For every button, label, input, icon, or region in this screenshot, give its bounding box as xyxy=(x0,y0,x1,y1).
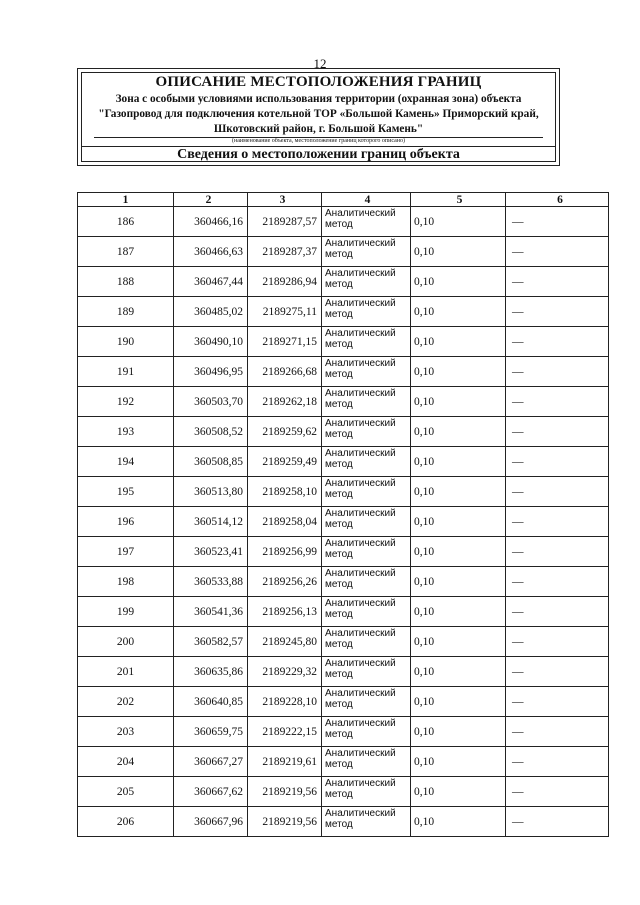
y-coordinate-cell: 2189258,10 xyxy=(248,477,322,507)
y-coordinate-cell: 2189287,37 xyxy=(248,237,322,267)
method-cell: Аналитический метод xyxy=(322,777,411,807)
point-number-cell: 199 xyxy=(78,597,174,627)
accuracy-cell: 0,10 xyxy=(411,327,506,357)
point-number-cell: 192 xyxy=(78,387,174,417)
y-coordinate-cell: 2189258,04 xyxy=(248,507,322,537)
method-cell: Аналитический метод xyxy=(322,447,411,477)
x-coordinate-cell: 360640,85 xyxy=(174,687,248,717)
note-cell: — xyxy=(506,357,609,387)
table-row xyxy=(78,507,609,537)
accuracy-cell: 0,10 xyxy=(411,597,506,627)
method-cell: Аналитический метод xyxy=(322,627,411,657)
y-coordinate-cell: 2189287,57 xyxy=(248,207,322,237)
note-cell: — xyxy=(506,417,609,447)
point-number-cell: 196 xyxy=(78,507,174,537)
point-number-cell: 205 xyxy=(78,777,174,807)
y-coordinate-cell: 2189229,32 xyxy=(248,657,322,687)
accuracy-cell: 0,10 xyxy=(411,537,506,567)
x-coordinate-cell: 360485,02 xyxy=(174,297,248,327)
x-coordinate-cell: 360667,62 xyxy=(174,777,248,807)
method-cell: Аналитический метод xyxy=(322,387,411,417)
accuracy-cell: 0,10 xyxy=(411,387,506,417)
accuracy-cell: 0,10 xyxy=(411,777,506,807)
method-cell: Аналитический метод xyxy=(322,657,411,687)
method-cell: Аналитический метод xyxy=(322,237,411,267)
table-body xyxy=(78,207,609,837)
column-header: 6 xyxy=(506,193,609,207)
table-row xyxy=(78,567,609,597)
y-coordinate-cell: 2189259,62 xyxy=(248,417,322,447)
accuracy-cell: 0,10 xyxy=(411,687,506,717)
y-coordinate-cell: 2189256,99 xyxy=(248,537,322,567)
point-number-cell: 195 xyxy=(78,477,174,507)
x-coordinate-cell: 360508,85 xyxy=(174,447,248,477)
accuracy-cell: 0,10 xyxy=(411,447,506,477)
point-number-cell: 188 xyxy=(78,267,174,297)
accuracy-cell: 0,10 xyxy=(411,417,506,447)
table-row xyxy=(78,207,609,237)
coordinates-table xyxy=(77,192,609,837)
note-cell: — xyxy=(506,747,609,777)
accuracy-cell: 0,10 xyxy=(411,477,506,507)
y-coordinate-cell: 2189219,56 xyxy=(248,777,322,807)
object-description-line-1: Зона с особыми условиями использования территории (охранная зона) объекта xyxy=(115,93,522,105)
y-coordinate-cell: 2189256,26 xyxy=(248,567,322,597)
document-title: ОПИСАНИЕ МЕСТОПОЛОЖЕНИЯ ГРАНИЦ xyxy=(155,74,482,90)
point-number-cell: 198 xyxy=(78,567,174,597)
method-cell: Аналитический метод xyxy=(322,477,411,507)
method-cell: Аналитический метод xyxy=(322,357,411,387)
note-cell: — xyxy=(506,687,609,717)
column-header: 5 xyxy=(411,193,506,207)
x-coordinate-cell: 360667,96 xyxy=(174,807,248,837)
x-coordinate-cell: 360667,27 xyxy=(174,747,248,777)
x-coordinate-cell: 360635,86 xyxy=(174,657,248,687)
x-coordinate-cell: 360466,63 xyxy=(174,237,248,267)
table-row xyxy=(78,747,609,777)
point-number-cell: 190 xyxy=(78,327,174,357)
note-cell: — xyxy=(506,507,609,537)
point-number-cell: 203 xyxy=(78,717,174,747)
x-coordinate-cell: 360514,12 xyxy=(174,507,248,537)
y-coordinate-cell: 2189275,11 xyxy=(248,297,322,327)
table-row xyxy=(78,657,609,687)
accuracy-cell: 0,10 xyxy=(411,357,506,387)
table-row xyxy=(78,597,609,627)
note-cell: — xyxy=(506,207,609,237)
x-coordinate-cell: 360490,10 xyxy=(174,327,248,357)
note-cell: — xyxy=(506,267,609,297)
accuracy-cell: 0,10 xyxy=(411,567,506,597)
point-number-cell: 193 xyxy=(78,417,174,447)
accuracy-cell: 0,10 xyxy=(411,627,506,657)
x-coordinate-cell: 360503,70 xyxy=(174,387,248,417)
note-cell: — xyxy=(506,627,609,657)
method-cell: Аналитический метод xyxy=(322,567,411,597)
table-row xyxy=(78,807,609,837)
note-cell: — xyxy=(506,807,609,837)
table-row xyxy=(78,417,609,447)
method-cell: Аналитический метод xyxy=(322,297,411,327)
note-cell: — xyxy=(506,297,609,327)
note-cell: — xyxy=(506,597,609,627)
note-cell: — xyxy=(506,657,609,687)
table-row xyxy=(78,297,609,327)
y-coordinate-cell: 2189259,49 xyxy=(248,447,322,477)
method-cell: Аналитический метод xyxy=(322,717,411,747)
y-coordinate-cell: 2189262,18 xyxy=(248,387,322,417)
column-header: 1 xyxy=(78,193,174,207)
table-row xyxy=(78,447,609,477)
x-coordinate-cell: 360541,36 xyxy=(174,597,248,627)
y-coordinate-cell: 2189222,15 xyxy=(248,717,322,747)
x-coordinate-cell: 360582,57 xyxy=(174,627,248,657)
table-row xyxy=(78,387,609,417)
table-row xyxy=(78,327,609,357)
point-number-cell: 197 xyxy=(78,537,174,567)
x-coordinate-cell: 360523,41 xyxy=(174,537,248,567)
y-coordinate-cell: 2189271,15 xyxy=(248,327,322,357)
accuracy-cell: 0,10 xyxy=(411,267,506,297)
point-number-cell: 194 xyxy=(78,447,174,477)
x-coordinate-cell: 360659,75 xyxy=(174,717,248,747)
method-cell: Аналитический метод xyxy=(322,267,411,297)
method-cell: Аналитический метод xyxy=(322,207,411,237)
table-header-row xyxy=(78,193,609,207)
note-cell: — xyxy=(506,777,609,807)
x-coordinate-cell: 360513,80 xyxy=(174,477,248,507)
y-coordinate-cell: 2189256,13 xyxy=(248,597,322,627)
note-cell: — xyxy=(506,387,609,417)
table-row xyxy=(78,537,609,567)
point-number-cell: 187 xyxy=(78,237,174,267)
document-header xyxy=(77,68,560,166)
x-coordinate-cell: 360533,88 xyxy=(174,567,248,597)
method-cell: Аналитический метод xyxy=(322,327,411,357)
y-coordinate-cell: 2189286,94 xyxy=(248,267,322,297)
document-header-frame xyxy=(81,72,556,162)
method-cell: Аналитический метод xyxy=(322,537,411,567)
method-cell: Аналитический метод xyxy=(322,417,411,447)
table-row xyxy=(78,687,609,717)
table-row xyxy=(78,357,609,387)
point-number-cell: 202 xyxy=(78,687,174,717)
note-cell: — xyxy=(506,567,609,597)
table-row xyxy=(78,777,609,807)
method-cell: Аналитический метод xyxy=(322,747,411,777)
object-description-line-2: "Газопровод для подключения котельной ТОР «Большой Камень» Приморский край, xyxy=(98,108,539,120)
note-cell: — xyxy=(506,447,609,477)
note-cell: — xyxy=(506,717,609,747)
method-cell: Аналитический метод xyxy=(322,807,411,837)
table-row xyxy=(78,267,609,297)
y-coordinate-cell: 2189219,61 xyxy=(248,747,322,777)
method-cell: Аналитический метод xyxy=(322,687,411,717)
object-description-line-3: Шкотовский район, г. Большой Камень" xyxy=(213,123,424,135)
column-header: 3 xyxy=(248,193,322,207)
method-cell: Аналитический метод xyxy=(322,597,411,627)
table-row xyxy=(78,237,609,267)
object-caption: (наименование объекта, местоположение границ которого описано) xyxy=(232,138,405,144)
column-header: 4 xyxy=(322,193,411,207)
point-number-cell: 186 xyxy=(78,207,174,237)
section-title: Сведения о местоположении границ объекта xyxy=(177,147,460,162)
y-coordinate-cell: 2189266,68 xyxy=(248,357,322,387)
x-coordinate-cell: 360496,95 xyxy=(174,357,248,387)
point-number-cell: 201 xyxy=(78,657,174,687)
note-cell: — xyxy=(506,477,609,507)
column-header: 2 xyxy=(174,193,248,207)
table-row xyxy=(78,477,609,507)
point-number-cell: 204 xyxy=(78,747,174,777)
note-cell: — xyxy=(506,537,609,567)
note-cell: — xyxy=(506,237,609,267)
method-cell: Аналитический метод xyxy=(322,507,411,537)
x-coordinate-cell: 360508,52 xyxy=(174,417,248,447)
point-number-cell: 189 xyxy=(78,297,174,327)
page-number: 12 xyxy=(313,56,327,71)
table-row xyxy=(78,627,609,657)
x-coordinate-cell: 360467,44 xyxy=(174,267,248,297)
accuracy-cell: 0,10 xyxy=(411,807,506,837)
accuracy-cell: 0,10 xyxy=(411,207,506,237)
point-number-cell: 200 xyxy=(78,627,174,657)
accuracy-cell: 0,10 xyxy=(411,507,506,537)
y-coordinate-cell: 2189228,10 xyxy=(248,687,322,717)
accuracy-cell: 0,10 xyxy=(411,237,506,267)
note-cell: — xyxy=(506,327,609,357)
accuracy-cell: 0,10 xyxy=(411,747,506,777)
accuracy-cell: 0,10 xyxy=(411,717,506,747)
accuracy-cell: 0,10 xyxy=(411,657,506,687)
point-number-cell: 206 xyxy=(78,807,174,837)
y-coordinate-cell: 2189219,56 xyxy=(248,807,322,837)
point-number-cell: 191 xyxy=(78,357,174,387)
x-coordinate-cell: 360466,16 xyxy=(174,207,248,237)
y-coordinate-cell: 2189245,80 xyxy=(248,627,322,657)
accuracy-cell: 0,10 xyxy=(411,297,506,327)
table-row xyxy=(78,717,609,747)
